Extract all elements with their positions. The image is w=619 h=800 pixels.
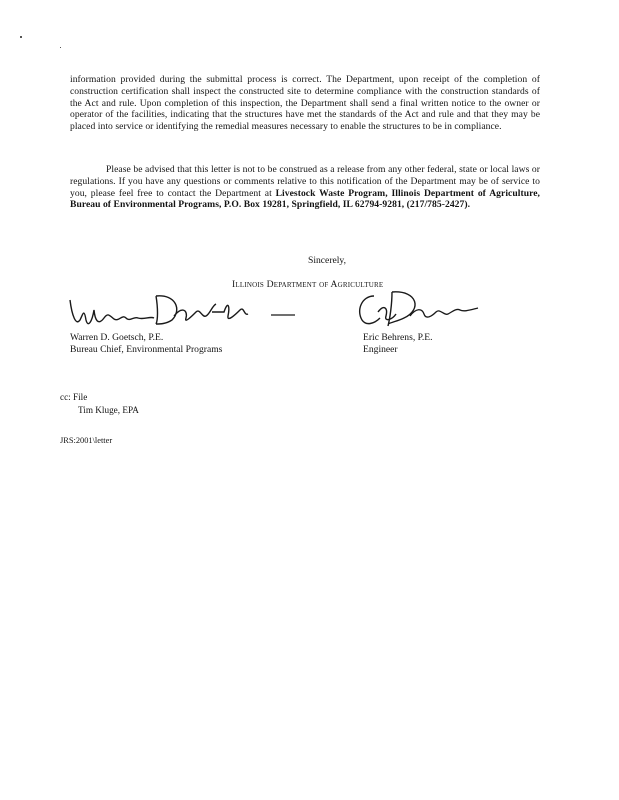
department-name: Illinois Department of Agriculture [232,279,384,290]
contact-address: Livestock Waste Program, Illinois Department of Agriculture, Bureau of Environmental Programs, P.O. Box 19281, Springfield, IL 62794-9281, (217/785-2427). [70,187,540,211]
cc-block [60,391,139,416]
signer-right [363,332,433,356]
signer-left-name: Warren D. Goetsch, P.E. [70,332,164,343]
body-paragraph-2 [70,164,540,211]
paragraph-2-text: Please be advised that this letter is not to be construed as a release from any other federal, state or local laws or regulations. If you have any questions or comments relative to this notification of the Department may be of service to you, please feel free to contact the Department at [70,164,540,199]
signer-right-name: Eric Behrens, P.E. [363,332,433,343]
cc-label: cc: File [60,392,88,402]
body-paragraph-1: information provided during the submittal process is correct. The Department, upon receipt of the completion of construction certification shall inspect the constructed site to determine compliance with the construction standards of the Act and rule. Upon completion of this inspection, the Department shall send a final written notice to the owner or operator of the facilities, indicating that the structures have met the standards of the Act and rule and that they may be placed into service or identifying the remedial measures necessary to enable the structures to be in compliance. [70,74,540,133]
scan-speck [60,47,61,48]
signer-left-title: Bureau Chief, Environmental Programs [70,343,223,355]
cc-recipient: Tim Kluge, EPA [78,404,139,415]
closing-salutation: Sincerely, [308,255,347,266]
signature-right [352,286,482,330]
signer-left [70,332,222,356]
signature-left [64,286,264,336]
signature-mark [270,312,296,318]
signer-right-title: Engineer [363,343,398,355]
file-reference: JRS:2001\letter [60,436,113,445]
scan-speck [20,36,22,38]
